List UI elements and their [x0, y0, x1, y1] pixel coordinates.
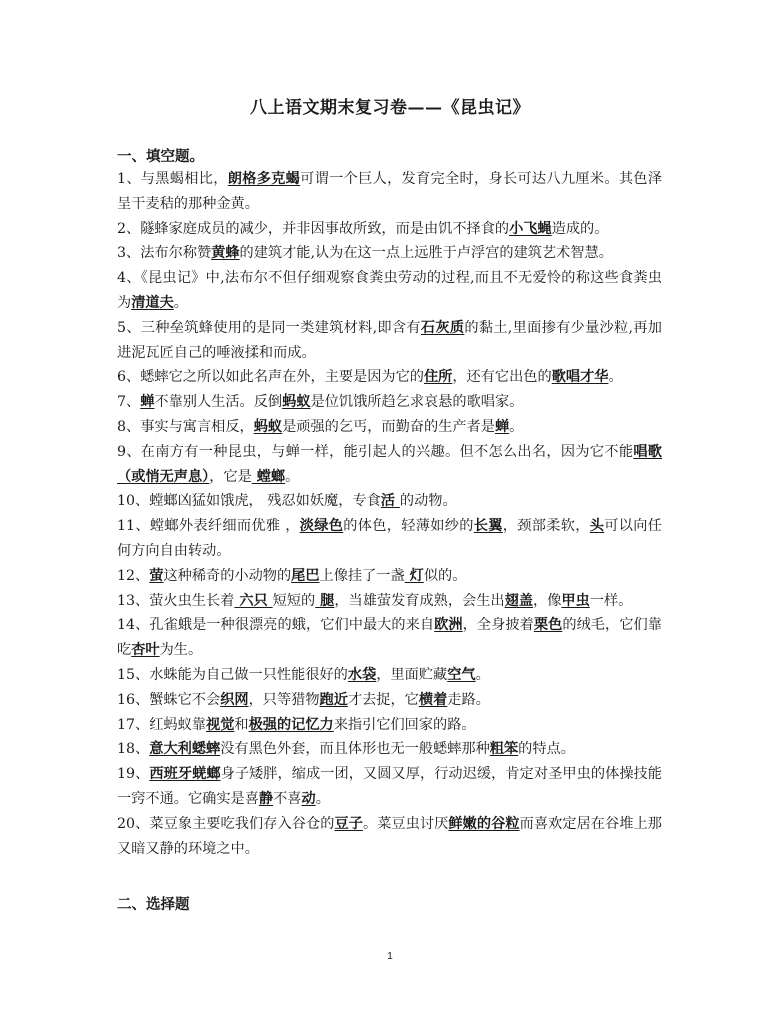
question-item: [117, 241, 662, 266]
answer-text: 朗格多克蝎: [227, 171, 301, 187]
answer-text: 动: [301, 790, 316, 807]
question-text: 7、: [117, 394, 141, 411]
answer-text: 空气: [447, 666, 476, 683]
question-text: 11、螳螂外表纤细而优雅 ，: [117, 518, 300, 535]
question-item: [117, 489, 662, 514]
question-text: ，只等猎物: [248, 691, 320, 708]
page-number: 1: [387, 951, 393, 962]
question-text: 4、《昆虫记》中,法布尔不但仔细观察食粪虫劳动的过程,而且不无爱怜的称这些食粪虫为: [117, 270, 662, 311]
question-text: 似的。: [423, 567, 467, 584]
question-text: 不靠别人生活。反倒: [154, 394, 283, 411]
question-item: [117, 217, 662, 242]
answer-text: 唱歌（或悄无声息）: [117, 443, 662, 485]
answer-text: 住所: [423, 369, 453, 386]
question-item: [117, 688, 662, 713]
question-item: [117, 167, 662, 217]
question-item: [117, 713, 662, 738]
answer-text: 蝉: [140, 394, 155, 411]
question-text: 上像挂了一盏: [319, 567, 405, 584]
answer-text: 横着: [418, 691, 448, 708]
question-item: [117, 663, 662, 688]
question-text: 。: [285, 468, 300, 485]
question-text: 走路。: [447, 691, 490, 708]
question-item: [117, 564, 662, 589]
question-text: 12、: [117, 567, 150, 584]
answer-text: 石灰质: [420, 319, 465, 336]
answer-text: 意大利蟋蟀: [149, 741, 221, 758]
question-text: 来指引它们回家的路。: [333, 716, 476, 733]
question-item: [117, 589, 662, 614]
answer-text: 栗色: [533, 617, 563, 634]
question-item: [117, 415, 662, 440]
question-text: 短短的: [272, 592, 316, 609]
question-text: 5、三种垒筑蜂使用的是同一类建筑材料,即含有: [117, 319, 421, 336]
question-text: 13、萤火虫生长着: [117, 592, 235, 609]
question-text: 不喜: [273, 790, 302, 807]
question-item: [117, 316, 662, 366]
answer-text: 翅盖: [504, 592, 534, 609]
question-text: 。: [315, 790, 330, 807]
question-text: 6、蟋蟀它之所以如此名声在外，主要是因为它的: [117, 369, 424, 386]
answer-text: 头: [589, 518, 605, 535]
question-text: 2、隧蜂家庭成员的减少，并非因事故所致，而是由饥不择食的: [117, 220, 510, 237]
question-text: 才去捉，它: [347, 691, 419, 708]
answer-text: 淡绿色: [299, 518, 344, 535]
question-text: 造成的。: [551, 220, 609, 237]
answer-text: 萤: [149, 567, 164, 584]
question-text: 是位饥饿所趋乞求哀悬的歌唱家。: [310, 394, 524, 411]
answer-text: 视觉: [206, 716, 235, 733]
question-text: ，还有它出色的: [452, 369, 552, 386]
question-text: 15、水蛛能为自己做一只性能很好的: [117, 666, 348, 683]
answer-text: 六只: [234, 592, 273, 609]
question-text: 18、: [117, 741, 150, 758]
question-text: 9、在南方有一种昆虫，与蝉一样，能引起人的兴趣。但不怎么出名，因为它不能: [117, 443, 634, 460]
answer-text: 西班牙蜣螂: [149, 766, 221, 783]
question-text: 这种稀奇的小动物的: [163, 567, 292, 584]
answer-text: 长翼: [473, 518, 503, 535]
answer-text: 腿: [315, 592, 335, 609]
section-heading-fill-in: 一、填空题。: [117, 148, 204, 165]
question-text: 10、螳螂凶猛如饿虎， 残忍如妖魔，专食: [117, 493, 381, 510]
question-text: ，它是: [209, 468, 252, 485]
question-text: 一样。: [589, 592, 633, 609]
question-item: [117, 390, 662, 415]
question-text: ，像: [533, 592, 562, 609]
question-text: 的建筑才能,认为在这一点上远胜于卢浮宫的建筑艺术智慧。: [239, 245, 613, 262]
answer-text: 尾巴: [291, 567, 320, 584]
answer-text: 蝉: [494, 418, 510, 435]
answer-text: 鲜嫩的谷粒: [448, 815, 520, 832]
answer-text: 水袋: [347, 666, 377, 683]
question-text: 3、法布尔称赞: [117, 245, 212, 262]
answer-text: 螳螂: [251, 468, 286, 485]
question-text: 没有黑色外套，而且体形也无一般蟋蟀那种: [220, 741, 490, 758]
answer-text: 蚂蚁: [282, 394, 311, 411]
question-text: 的特点。: [518, 741, 575, 758]
question-text: 的体色，轻薄如纱的: [343, 518, 474, 535]
question-text: 1、与黑蝎相比，: [117, 171, 228, 187]
question-text: 。: [475, 666, 490, 683]
question-text: ，全身披着: [462, 617, 534, 634]
answer-text: 粗笨: [489, 741, 519, 758]
question-text: 而喜欢定居在谷堆上那又暗又静的环境之中。: [117, 815, 662, 857]
question-item: [117, 812, 662, 862]
question-text: 20、菜豆象主要吃我们存入谷仓的: [117, 815, 335, 832]
question-text: 。: [608, 369, 623, 386]
answer-text: 豆子: [334, 815, 363, 832]
page-title: 八上语文期末复习卷——《昆虫记》: [250, 98, 530, 118]
question-item: [117, 365, 662, 390]
question-list: [117, 167, 662, 861]
answer-text: 蚂蚁: [253, 418, 283, 435]
question-text: 身子矮胖，缩成一团，又圆又厚，行动迟缓，肯定对圣甲虫的体操技能一窍不通。它确实是喜: [117, 766, 662, 807]
question-item: [117, 762, 662, 812]
question-text: ，当雄萤发育成熟，会生出: [334, 592, 505, 609]
question-text: 可谓一个巨人，发育完全时，身长可达八九厘米。其色泽呈干麦秸的那种金黄。: [117, 171, 662, 212]
question-text: 为生。: [159, 642, 203, 659]
question-text: 8、事实与寓言相反，: [117, 418, 254, 435]
answer-text: 清道夫: [131, 294, 174, 311]
question-text: ，颈部柔软，: [502, 518, 590, 535]
answer-text: 静: [258, 790, 274, 807]
question-text: ，里面贮藏: [376, 666, 448, 683]
question-text: 。: [173, 294, 188, 311]
answer-text: 欧洲: [434, 617, 463, 634]
question-text: 的绒毛，它们靠吃: [117, 617, 662, 659]
question-item: [117, 514, 662, 564]
question-text: 的动物。: [399, 493, 457, 510]
question-text: 的黏土,里面掺有少量沙粒,再加进泥瓦匠自己的唾液揉和而成。: [117, 319, 662, 361]
question-text: 14、孔雀蛾是一种很漂亮的蛾，它们中最大的来自: [117, 617, 435, 634]
question-text: 可以向任何方向自由转动。: [117, 518, 662, 559]
answer-text: 黄蜂: [211, 245, 240, 262]
answer-text: 小飞蝇: [509, 220, 552, 237]
question-text: 19、: [117, 766, 150, 783]
question-item: [117, 613, 662, 663]
question-text: 17、红蚂蚁靠: [117, 716, 206, 733]
question-text: 16、蟹蛛它不会: [117, 691, 221, 708]
question-item: [117, 440, 662, 490]
answer-text: 活: [380, 493, 400, 510]
question-text: 。菜豆虫讨厌: [362, 815, 449, 832]
answer-text: 灯: [404, 567, 424, 584]
question-text: 是顽强的乞丐，而勤奋的生产者是: [282, 418, 495, 435]
answer-text: 歌唱才华: [551, 369, 609, 386]
answer-text: 甲虫: [561, 592, 590, 609]
question-text: 和: [234, 716, 249, 733]
section-heading-multiple-choice: 二、选择题: [117, 896, 190, 913]
answer-text: 织网: [220, 691, 249, 708]
answer-text: 杏叶: [131, 642, 160, 659]
question-text: 。: [509, 418, 524, 435]
answer-text: 跑近: [319, 691, 348, 708]
question-item: [117, 737, 662, 762]
answer-text: 极强的记忆力: [248, 716, 334, 733]
question-item: [117, 266, 662, 316]
